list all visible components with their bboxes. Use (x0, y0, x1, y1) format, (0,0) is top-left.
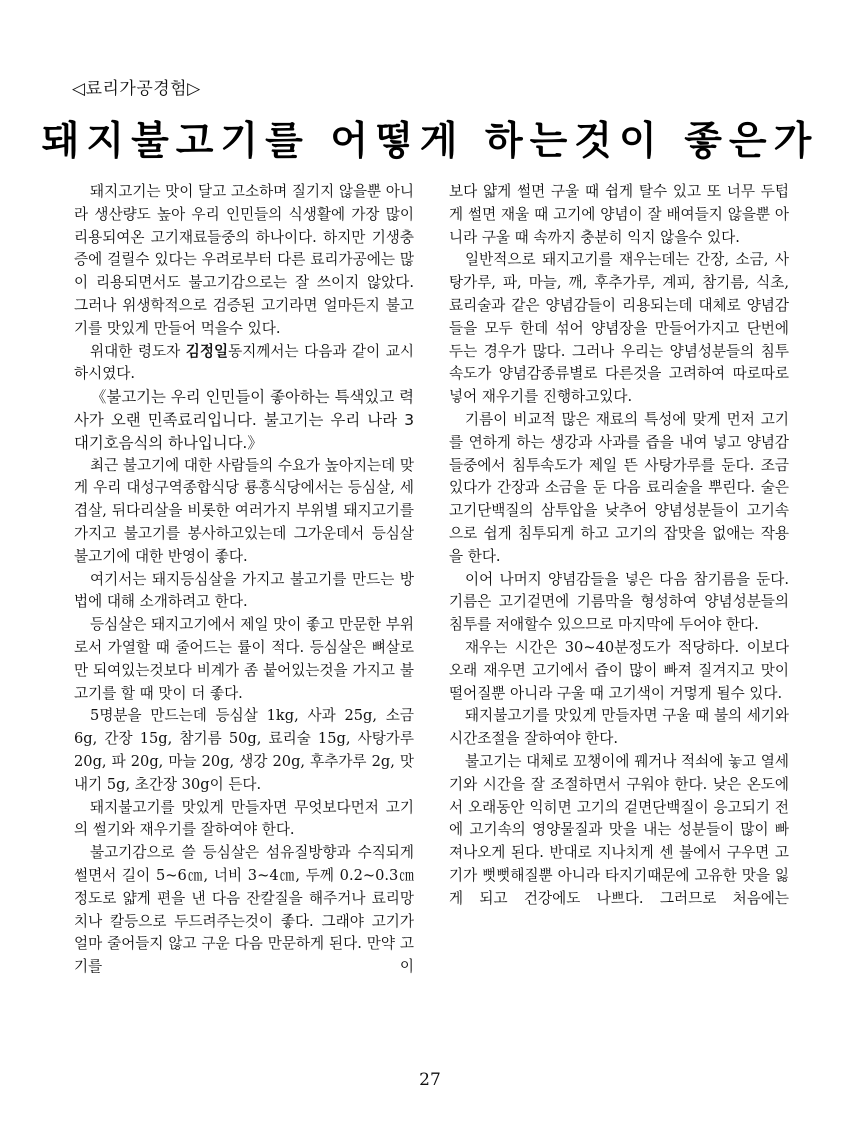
paragraph: 돼지고기는 맛이 달고 고소하며 질기지 않을뿐 아니라 생산량도 높아 우리 인민들의 식생활에 가장 많이 리용되여온 고기재료들중의 하나이다. 하지만 기생충증에 걸릴수 있다는 우려로부터 다른 료리가공에는 많이 리용되면서도 불고기감으로는 잘 쓰이지 않았다. 그러나 위생학적으로 검증된 고기라면 얼마든지 불고기를 맛있게 만들어 먹을수 있다. (74, 183, 414, 337)
section-tag: ◁료리가공경험▷ (72, 79, 201, 99)
paragraph: 재우는 시간은 30~40분정도가 적당하다. 이보다 오래 재우면 고기에서 즙이 많이 빠져 질겨지고 맛이 떨어질뿐 아니라 구울 때 고기색이 거멓게 될수 있다. (449, 638, 789, 702)
paragraph (74, 341, 414, 387)
paragraph: 불고기감으로 쓸 등심살은 섬유질방향과 수직되게 썰면서 길이 5~6㎝, 너비 3~4㎝, 두께 0.2~0.3㎝정도로 얇게 편을 낸 다음 잔칼질을 해주거나 료리망치나 칼등으로 두드려주는것이 좋다. 그래야 고기가 얼마 줄어들지 않고 구운 다음 만문하게 된다. 만약 고기를 이 (74, 844, 414, 976)
paragraph: 불고기는 대체로 꼬챙이에 꿰거나 적쇠에 놓고 열세기와 시간을 잘 조절하면서 구워야 한다. 낮은 온도에서 오래동안 익히면 고기의 겉면단백질이 응고되기 전에 고기속의 영양물질과 맛을 내는 성분들이 많이 빠져나오게 된다. 반대로 지나치게 센 불에서 구우면 고기가 뻣뻣해질뿐 아니라 타지기때문에 고유한 맛을 잃게 되고 건강에도 나쁘다. 그러므로 처음에는 (449, 752, 789, 907)
paragraph: 일반적으로 돼지고기를 재우는데는 간장, 소금, 사탕가루, 파, 마늘, 깨, 후추가루, 계피, 참기름, 식초, 료리술과 같은 양념감들이 리용되는데 대체로 양념감들을 모두 한데 섞어 양념장을 만들어가지고 단번에 두는 경우가 많다. 그러나 우리는 양념성분들의 침투속도가 양념감종류별로 다른것을 고려하여 따로따로 넣어 재우기를 진행하고있다. (449, 251, 789, 406)
paragraph: 돼지불고기를 맛있게 만들자면 구울 때 불의 세기와 시간조절을 잘하여야 한다. (449, 707, 789, 748)
paragraph: 최근 불고기에 대한 사람들의 수요가 높아지는데 맞게 우리 대성구역종합식당 룡흥식당에서는 등심살, 세겹살, 뒤다리살을 비롯한 여러가지 부위별 돼지고기를 가지고 불고기를 봉사하고있는데 그가운데서 등심살불고기에 대한 반영이 좋다. (74, 456, 414, 565)
paragraph: 등심살은 돼지고기에서 제일 맛이 좋고 만문한 부위로서 가열할 때 줄어드는 률이 적다. 등심살은 뼈살로만 되여있는것보다 비계가 좀 붙어있는것을 가지고 불고기를 할 때 맛이 더 좋다. (74, 616, 414, 702)
paragraph-text: 위대한 령도자 (90, 342, 186, 360)
paragraph: 보다 얇게 썰면 구울 때 쉽게 탈수 있고 또 너무 두텁게 썰면 재울 때 고기에 양념이 잘 배여들지 않을뿐 아니라 구울 때 속까지 충분히 익지 않을수 있다. (449, 183, 789, 246)
paragraph: 5명분을 만드는데 등심살 1kg, 사과 25g, 소금 6g, 간장 15g, 참기름 50g, 료리술 15g, 사탕가루 20g, 파 20g, 마늘 20g, 생강 20g, 후추가루 2g, 맛내기 5g, 초간장 30g이 든다. (74, 707, 414, 793)
right-column (449, 181, 789, 911)
paragraph: 돼지불고기를 맛있게 만들자면 무엇보다먼저 고기의 썰기와 재우기를 잘하여야 한다. (74, 798, 414, 839)
paragraph-text: 동지께서는 다음과 같이 교시하시였다. (74, 342, 414, 383)
paragraph: 기름이 비교적 많은 재료의 특성에 맞게 먼저 고기를 연하게 하는 생강과 사과를 즙을 내여 넣고 양념감들중에서 침투속도가 제일 뜬 사탕가루를 둔다. 조금 있다가 간장과 소금을 둔 다음 료리술을 뿌린다. 술은 고기단백질의 삼투압을 낮추어 양념성분들이 고기속으로 쉽게 침투되게 하고 고기의 잡맛을 없애는 작용을 한다. (449, 410, 789, 565)
article-title: 돼지불고기를 어떻게 하는것이 좋은가 (41, 119, 819, 164)
leader-name: 김정일 (185, 342, 229, 360)
quotation: 《불고기는 우리 인민들이 좋아하는 특색있고 력사가 오랜 민족료리입니다. 불고기는 우리 나라 3대기호음식의 하나입니다.》 (74, 388, 414, 452)
left-column (74, 181, 414, 979)
page-number: 27 (419, 1070, 441, 1090)
paragraph: 이어 나머지 양념감들을 넣은 다음 참기름을 둔다. 기름은 고기겉면에 기름막을 형성하여 양념성분들의 침투를 저애할수 있으므로 마지막에 두어야 한다. (449, 570, 789, 634)
paragraph: 여기서는 돼지등심살을 가지고 불고기를 만드는 방법에 대해 소개하려고 한다. (74, 570, 414, 611)
